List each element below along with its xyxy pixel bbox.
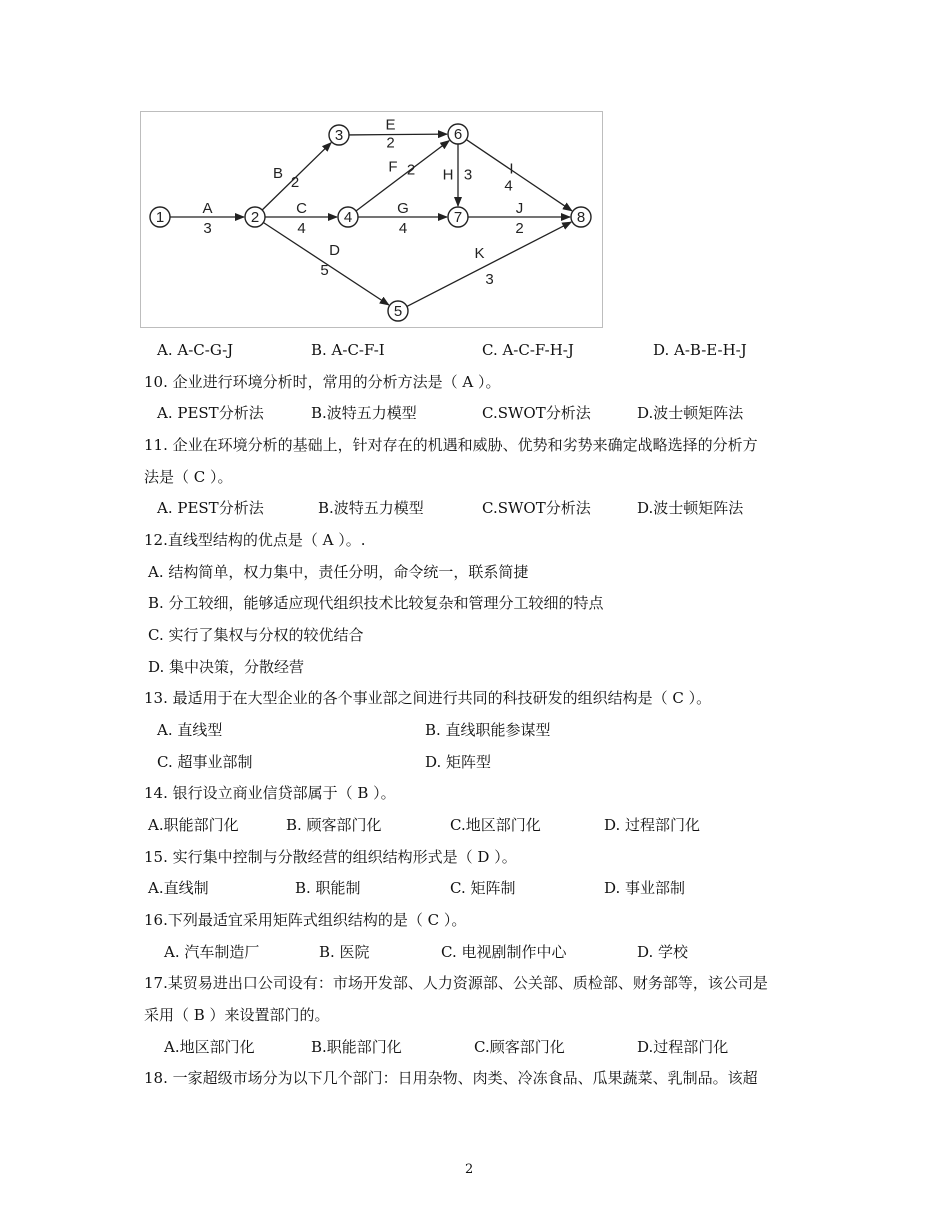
q17-option-a: A.地区部门化 [164,1038,255,1056]
node-label-8: 8 [576,208,586,226]
edge-label-E: E [385,116,396,134]
node-label-6: 6 [453,125,463,143]
q13-option-a: A. 直线型 [157,721,223,739]
edge-weight-E: 2 [386,134,395,152]
q13-option-d: D. 矩阵型 [425,753,492,771]
q14-option-a: A.职能部门化 [148,816,239,834]
q10-option-c: C.SWOT分析法 [482,404,591,422]
edge-weight-A: 3 [203,219,212,237]
edge-weight-G: 4 [398,219,408,237]
edge-label-H: H [442,166,454,184]
q16-stem: 16.下列最适宜采用矩阵式组织结构的是（ C ）。 [144,911,467,929]
q9-option-b: B. A-C-F-I [311,341,385,359]
q17-option-d: D.过程部门化 [637,1038,729,1056]
q17-stem-line1: 17.某贸易进出口公司设有：市场开发部、人力资源部、公关部、质检部、财务部等，该公司是 [144,974,768,992]
q10-option-b: B.波特五力模型 [311,404,417,422]
q12-option-c: C. 实行了集权与分权的较优结合 [148,626,364,644]
q11-option-a: A. PEST分析法 [157,499,264,517]
edge-label-A: A [202,199,213,217]
edge-label-B: B [272,164,284,182]
q13-stem: 13. 最适用于在大型企业的各个事业部之间进行共同的科技研发的组织结构是（ C ）。 [144,689,712,707]
edge-label-C: C [296,199,307,217]
edge-label-J: J [515,199,524,217]
q16-option-a: A. 汽车制造厂 [164,943,260,961]
q11-option-c: C.SWOT分析法 [482,499,591,517]
node-7 [448,207,468,227]
node-label-1: 1 [155,208,165,226]
edge-weight-J: 2 [515,219,524,237]
q16-option-d: D. 学校 [637,943,689,961]
edge-weight-K: 3 [485,270,494,288]
q12-option-d: D. 集中决策，分散经营 [148,658,305,676]
node-6 [448,124,468,144]
edge-weight-H: 3 [463,166,473,184]
q14-option-c: C.地区部门化 [450,816,541,834]
q12-option-a: A. 结构简单，权力集中，责任分明，命令统一，联系简捷 [148,563,529,581]
network-diagram [140,111,603,328]
node-label-7: 7 [453,208,463,226]
q12-option-b: B. 分工较细，能够适应现代组织技术比较复杂和管理分工较细的特点 [148,594,604,612]
edge-weight-I: 4 [504,177,513,195]
edge-label-F: F [388,158,398,176]
q14-stem: 14. 银行设立商业信贷部属于（ B ）。 [144,784,396,802]
edge-weight-F: 2 [406,161,416,179]
q11-stem-line1: 11. 企业在环境分析的基础上，针对存在的机遇和威胁、优势和劣势来确定战略选择的分析方 [144,436,758,454]
node-1 [150,207,170,227]
edge-label-K: K [474,244,485,262]
q15-option-c: C. 矩阵制 [450,879,516,897]
q9-option-c: C. A-C-F-H-J [482,341,574,359]
node-label-4: 4 [343,208,353,226]
q18-stem-line1: 18. 一家超级市场分为以下几个部门：日用杂物、肉类、冷冻食品、瓜果蔬菜、乳制品。该超 [144,1069,758,1087]
q15-option-b: B. 职能制 [295,879,361,897]
network-diagram-svg [141,112,602,327]
edge-weight-D: 5 [320,261,329,279]
edge-K [407,219,571,306]
edge-label-G: G [397,199,409,217]
q15-stem: 15. 实行集中控制与分散经营的组织结构形式是（ D ）。 [144,848,517,866]
q10-stem: 10. 企业进行环境分析时，常用的分析方法是（ A ）。 [144,373,501,391]
node-3 [329,125,349,145]
q17-option-b: B.职能部门化 [311,1038,402,1056]
q12-stem: 12.直线型结构的优点是（ A ）。. [144,531,366,549]
q16-option-b: B. 医院 [319,943,370,961]
node-label-2: 2 [250,208,260,226]
q9-option-d: D. A-B-E-H-J [653,341,747,359]
edge-weight-B: 2 [290,173,300,191]
page-number: 2 [465,1162,474,1177]
q17-stem-line2: 采用（ B ）来设置部门的。 [144,1006,330,1024]
node-label-3: 3 [334,126,344,144]
q17-option-c: C.顾客部门化 [474,1038,565,1056]
q15-option-a: A.直线制 [148,879,209,897]
q10-option-a: A. PEST分析法 [157,404,264,422]
node-2 [245,207,265,227]
edge-E [349,134,447,135]
q11-option-b: B.波特五力模型 [318,499,424,517]
q13-option-b: B. 直线职能参谋型 [425,721,551,739]
node-label-5: 5 [393,302,403,320]
q10-option-d: D.波士顿矩阵法 [637,404,744,422]
edge-label-I: I [509,160,514,178]
edge-weight-C: 4 [297,219,306,237]
q14-option-d: D. 过程部门化 [604,816,701,834]
q16-option-c: C. 电视剧制作中心 [441,943,567,961]
node-8 [571,207,591,227]
q13-option-c: C. 超事业部制 [157,753,253,771]
q15-option-d: D. 事业部制 [604,879,686,897]
node-4 [338,207,358,227]
edge-label-D: D [329,241,340,259]
node-5 [388,301,408,321]
q11-stem-line2: 法是（ C ）。 [144,468,233,486]
q11-option-d: D.波士顿矩阵法 [637,499,744,517]
q9-option-a: A. A-C-G-J [157,341,234,359]
q14-option-b: B. 顾客部门化 [286,816,382,834]
